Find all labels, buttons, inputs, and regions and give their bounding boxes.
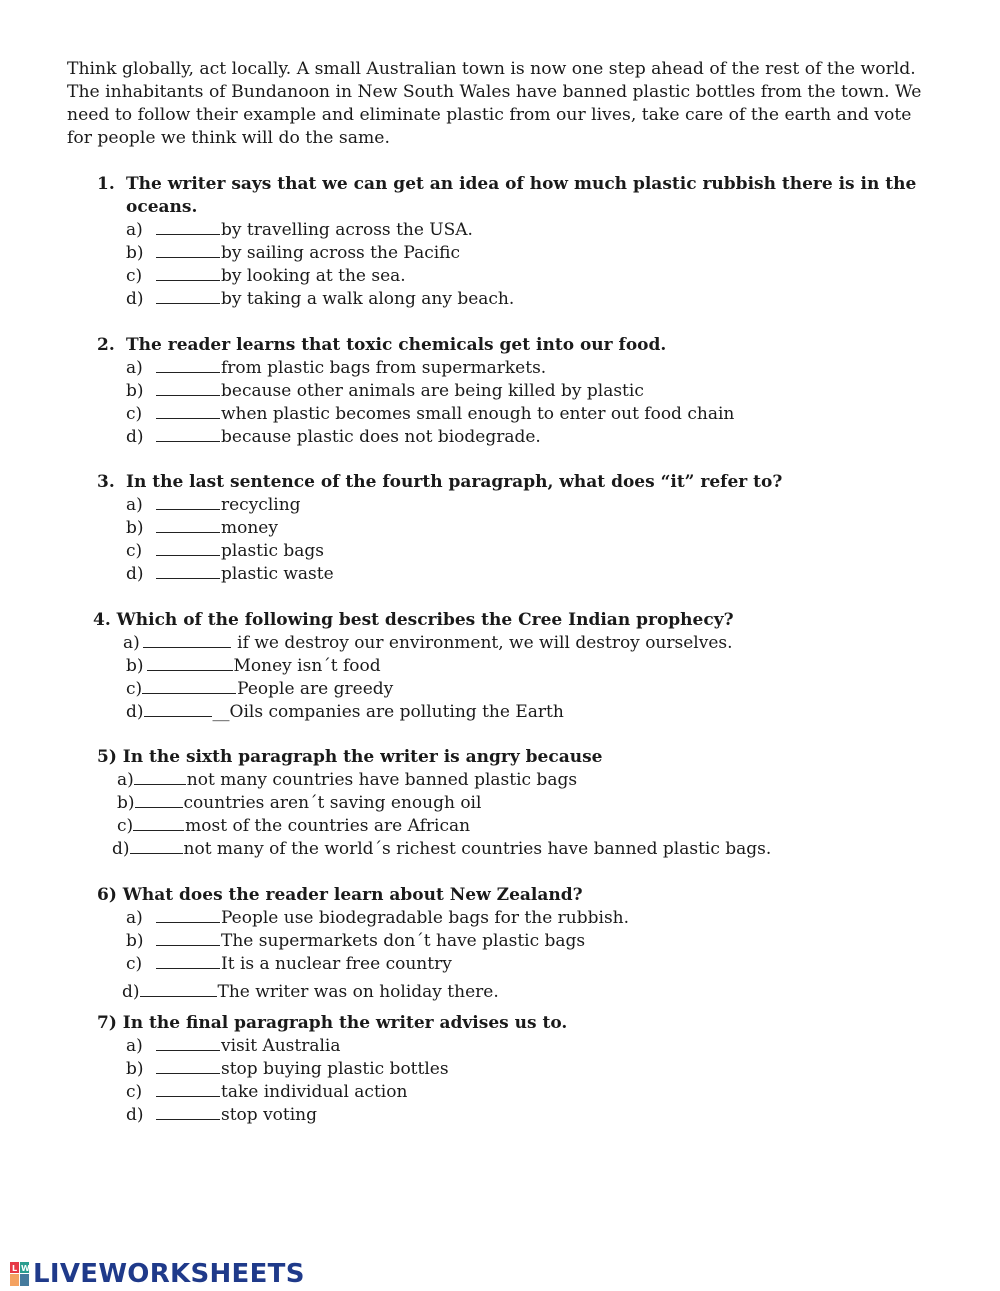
- answer-blank[interactable]: [135, 792, 183, 808]
- option-b: b) stop buying plastic bottles: [126, 1059, 449, 1079]
- option-d: d) plastic waste: [126, 564, 334, 584]
- answer-blank[interactable]: [156, 494, 220, 510]
- option-d: d) by taking a walk along any beach.: [126, 289, 515, 309]
- option-c: c) most of the countries are African: [117, 816, 471, 836]
- answer-blank[interactable]: [156, 1058, 220, 1074]
- option-b: b) Money isn´t food: [126, 656, 381, 676]
- option-a: a) recycling: [126, 495, 301, 515]
- answer-blank[interactable]: [142, 678, 236, 694]
- answer-blank[interactable]: [156, 907, 220, 923]
- option-d: d) because plastic does not biodegrade.: [126, 427, 541, 447]
- question-title: The writer says that we can get an idea of how much plastic rubbish there is in the: [126, 174, 917, 194]
- question-title: The reader learns that toxic chemicals get into our food.: [126, 335, 667, 355]
- question-2: [97, 334, 734, 449]
- question-title: 7) In the final paragraph the writer advises us to.: [97, 1013, 568, 1033]
- option-a: a) from plastic bags from supermarkets.: [126, 358, 547, 378]
- option-a: a) visit Australia: [126, 1036, 341, 1056]
- option-b: b) because other animals are being killed by plastic: [126, 381, 644, 401]
- option-b: b) money: [126, 518, 278, 538]
- answer-blank[interactable]: [130, 838, 183, 854]
- svg-text:L: L: [12, 1264, 18, 1273]
- answer-blank[interactable]: [156, 219, 220, 235]
- answer-blank[interactable]: [156, 380, 220, 396]
- answer-blank[interactable]: [156, 1035, 220, 1051]
- svg-text:W: W: [21, 1264, 30, 1273]
- option-c: c) when plastic becomes small enough to enter out food chain: [126, 404, 735, 424]
- question-title: 5) In the sixth paragraph the writer is angry because: [97, 747, 603, 767]
- question-title: In the last sentence of the fourth paragraph, what does “it” refer to?: [126, 472, 783, 492]
- option-c: c) by looking at the sea.: [126, 266, 406, 286]
- brand-name: LIVEWORKSHEETS: [33, 1259, 305, 1289]
- answer-blank[interactable]: [156, 540, 220, 556]
- option-b: b) countries aren´t saving enough oil: [117, 793, 482, 813]
- liveworksheets-logo-icon: [10, 1262, 30, 1286]
- question-5: [97, 746, 771, 861]
- answer-blank[interactable]: [156, 1081, 220, 1097]
- answer-blank[interactable]: [140, 981, 217, 997]
- option-d: d) stop voting: [126, 1105, 318, 1125]
- option-b: b) The supermarkets don´t have plastic bags: [126, 931, 586, 951]
- question-6: [97, 884, 629, 1004]
- question-title: 6) What does the reader learn about New Zealand?: [97, 885, 583, 905]
- answer-blank[interactable]: [156, 1104, 220, 1120]
- answer-blank[interactable]: [147, 655, 233, 671]
- answer-blank[interactable]: [156, 563, 220, 579]
- liveworksheets-footer: [10, 1260, 305, 1288]
- option-a: a) People use biodegradable bags for the rubbish.: [126, 908, 630, 928]
- question-7: [97, 1012, 567, 1127]
- answer-blank[interactable]: [156, 288, 220, 304]
- answer-blank[interactable]: [156, 930, 220, 946]
- option-d: d) __Oils companies are polluting the Earth: [126, 702, 564, 722]
- option-d: d) not many of the world´s richest countries have banned plastic bags.: [112, 839, 772, 859]
- answer-blank[interactable]: [156, 357, 220, 373]
- intro-paragraph: Think globally, act locally. A small Australian town is now one step ahead of the rest of the world. The inhabitants of Bundanoon in New South Wales have banned plastic bottles from the town. We need to follow their example and eliminate plastic from our lives, take care of the earth and vote for people we think will do the same.: [67, 59, 922, 148]
- answer-blank[interactable]: [156, 426, 220, 442]
- answer-blank[interactable]: [134, 769, 186, 785]
- option-a: a) by travelling across the USA.: [126, 220, 473, 240]
- answer-blank[interactable]: [156, 242, 220, 258]
- answer-blank[interactable]: [156, 403, 220, 419]
- answer-blank[interactable]: [143, 632, 231, 648]
- question-4: [93, 609, 734, 724]
- answer-blank[interactable]: [133, 815, 184, 831]
- answer-blank[interactable]: [144, 701, 212, 717]
- question-1: [97, 173, 916, 311]
- question-number: 2.: [97, 335, 115, 355]
- option-c: c) It is a nuclear free country: [126, 954, 452, 974]
- question-title-continued: oceans.: [126, 197, 198, 217]
- question-3: [97, 471, 782, 586]
- option-c: c) People are greedy: [126, 679, 394, 699]
- option-d: d) The writer was on holiday there.: [122, 982, 499, 1002]
- option-a: a) if we destroy our environment, we will destroy ourselves.: [123, 633, 733, 653]
- answer-blank[interactable]: [156, 517, 220, 533]
- answer-blank[interactable]: [156, 953, 220, 969]
- question-number: 1.: [97, 174, 115, 194]
- answer-blank[interactable]: [156, 265, 220, 281]
- option-b: b) by sailing across the Pacific: [126, 243, 461, 263]
- option-c: c) plastic bags: [126, 541, 324, 561]
- option-a: a) not many countries have banned plastic bags: [117, 770, 578, 790]
- option-c: c) take individual action: [126, 1082, 408, 1102]
- question-title: 4. Which of the following best describes the Cree Indian prophecy?: [93, 610, 734, 630]
- question-number: 3.: [97, 472, 115, 492]
